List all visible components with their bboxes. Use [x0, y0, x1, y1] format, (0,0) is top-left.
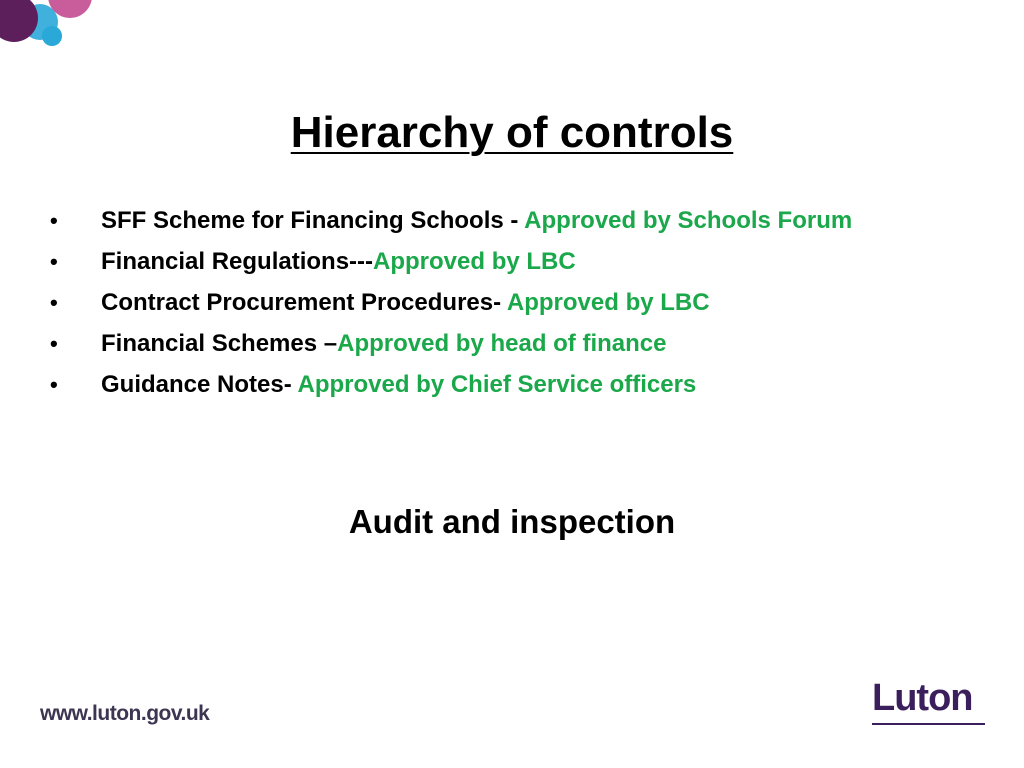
bullet-item	[0, 327, 1024, 361]
bullet-main-text: Financial Schemes –	[101, 330, 338, 357]
bullet-approval-text: Approved by Chief Service officers	[297, 371, 697, 398]
bullet-list	[0, 204, 1024, 409]
bullet-approval-text: Approved by LBC	[506, 289, 710, 316]
bullet-item	[0, 286, 1024, 320]
luton-logo: Luton	[872, 677, 973, 719]
audit-subheading: Audit and inspection	[348, 503, 676, 540]
footer-website-url: www.luton.gov.uk	[40, 702, 210, 725]
bullet-main-text: Financial Regulations---	[101, 248, 374, 275]
bullet-dot-icon: •	[50, 331, 58, 356]
logo-underline	[872, 723, 985, 725]
bullet-approval-text: Approved by LBC	[373, 248, 576, 275]
bullet-main-text: Contract Procurement Procedures-	[101, 289, 507, 316]
bullet-item	[0, 245, 1024, 279]
bullet-item	[0, 368, 1024, 402]
bullet-dot-icon: •	[50, 208, 58, 233]
bullet-approval-text: Approved by Schools Forum	[524, 207, 853, 234]
bullet-dot-icon: •	[50, 372, 58, 397]
slide-title-text: Hierarchy of controls	[290, 108, 734, 157]
bullet-main-text: SFF Scheme for Financing Schools -	[101, 207, 525, 234]
slide-title	[0, 108, 1024, 158]
bullet-dot-icon: •	[50, 249, 58, 274]
bullet-main-text: Guidance Notes-	[101, 371, 298, 398]
bullet-item	[0, 204, 1024, 238]
bullet-dot-icon: •	[50, 290, 58, 315]
corner-circles-graphic	[0, 0, 110, 70]
bullet-approval-text: Approved by head of finance	[337, 330, 667, 357]
